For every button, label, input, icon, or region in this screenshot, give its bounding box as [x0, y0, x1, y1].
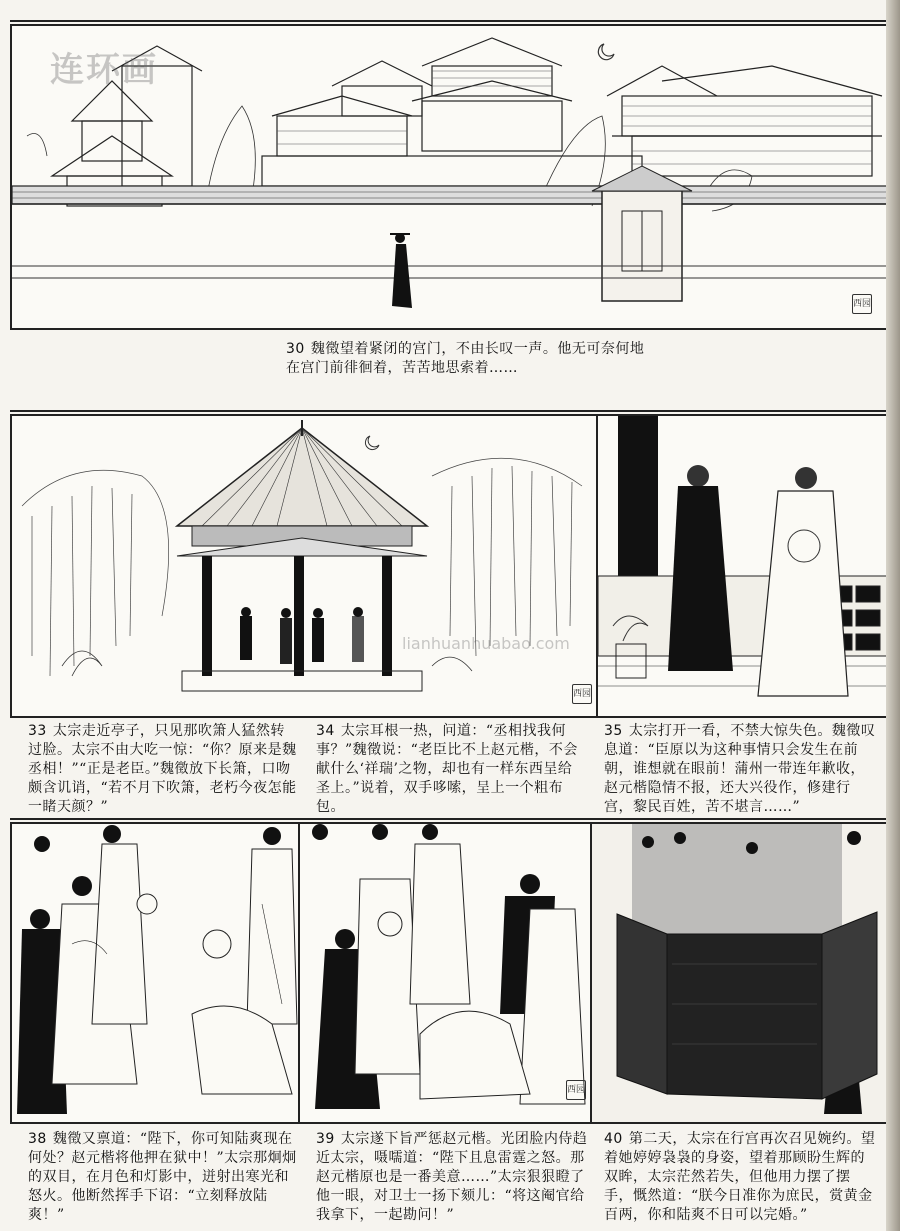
panel-35-officials	[596, 414, 890, 718]
caption-40: 40 第二天，太宗在行宫再次召见婉约。望着她婷婷袅袅的身姿，望着那顾盼生辉的双眸，太宗茫然若失，但他用力摆了摆手，慨然道：“朕今日准你为庶民，赏黄金百两，你和陆爽不日可以完婚。”	[604, 1131, 876, 1223]
watermark-site: lianhuanhuabao.com	[402, 634, 570, 653]
artist-seal: 西园	[572, 684, 592, 704]
artist-seal: 西园	[566, 1080, 586, 1100]
panel-40-screen	[590, 822, 890, 1124]
wei-zheng-figure	[390, 233, 412, 308]
panel-39-arrest	[298, 822, 592, 1124]
caption-34: 34 太宗耳根一热，问道：“丞相找我何事？”魏徵说：“老臣比不上赵元楷，不会献什么‘祥瑞’之物，却也有一样东西呈给圣上。”说着，双手哆嗦，呈上一个粗布包。	[316, 723, 578, 815]
panel-33-34-pavilion	[10, 414, 598, 718]
caption-35: 35 太宗打开一看，不禁大惊失色。魏徵叹息道：“臣原以为这种事情只会发生在前朝，谁想就在眼前！蒲州一带连年歉收，赵元楷隐情不报，还大兴役作，修建行宫，黎民百姓，苦不堪言……”	[604, 723, 876, 815]
panel-30-palace-gate	[10, 24, 890, 330]
caption-39: 39 太宗遂下旨严惩赵元楷。光团脸内侍趋近太宗，嗫嚅道：“陛下且息雷霆之怒。那赵元楷原也是一番美意……”太宗狠狠瞪了他一眼，对卫士一扬下颏儿：“将这阉官给我拿下，一起勘问！”	[316, 1131, 588, 1223]
caption-30: 30 魏徵望着紧闭的宫门，不由长叹一声。他无可奈何地 在宫门前徘徊着，苦苦地思索着……	[286, 341, 645, 376]
watermark-logo: 连环画	[50, 50, 158, 90]
emperor-figure	[758, 467, 848, 696]
top-border	[10, 20, 888, 22]
divider	[10, 410, 888, 412]
caption-33: 33 太宗走近亭子，只见那吹箫人猛然转过脸。太宗不由大吃一惊：“你？原来是魏丞相！”“正是老臣。”魏徵放下长箫，口吻颇含讥诮，“若不月下吹箫，老朽今夜怎能一睹天颜？”	[28, 723, 297, 815]
panel-38-court	[10, 822, 300, 1124]
wei-zheng-figure	[668, 465, 733, 671]
artist-seal: 西园	[852, 294, 872, 314]
divider	[10, 818, 888, 820]
caption-38: 38 魏徵又禀道：“陛下，你可知陆爽现在何处？赵元楷将他押在狱中！”太宗那炯炯的双目，在月色和灯影中，迸射出寒光和怒火。他断然挥手下诏：“立刻释放陆爽！”	[28, 1131, 297, 1223]
page-spine	[886, 0, 900, 1231]
